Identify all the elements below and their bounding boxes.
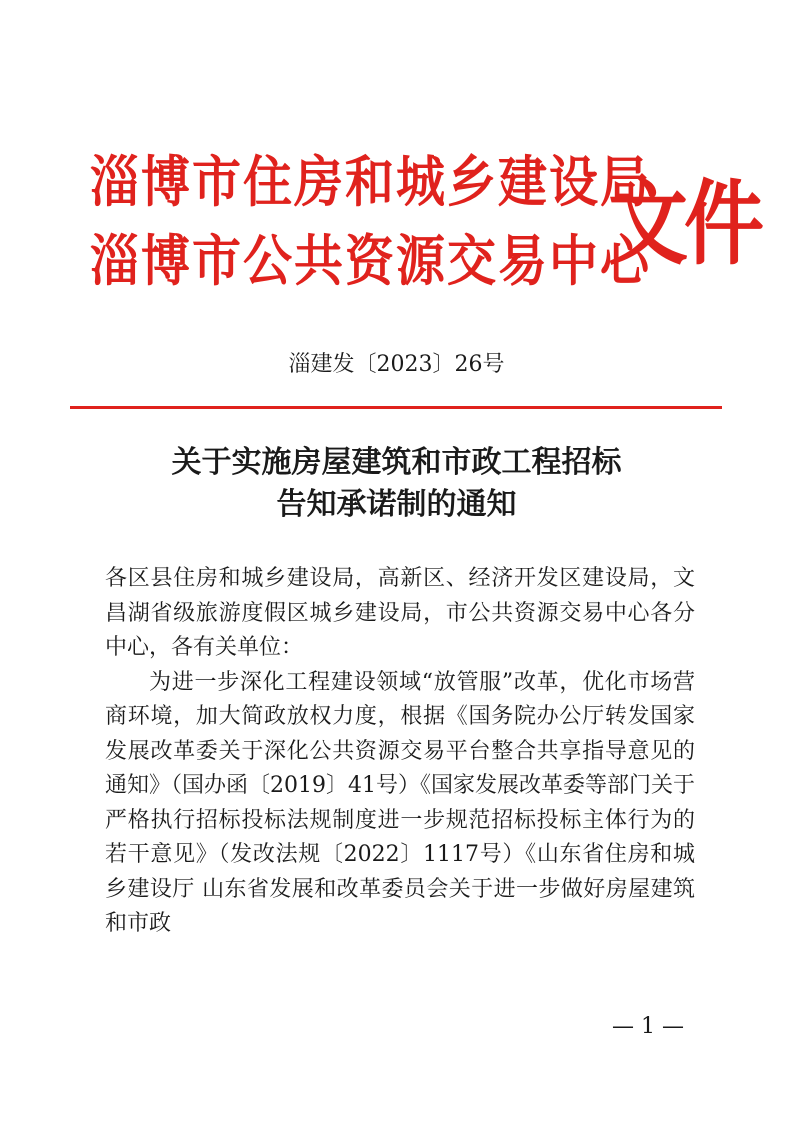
document-body	[105, 562, 695, 942]
document-label: 文件	[608, 169, 760, 278]
issuing-authorities	[90, 149, 652, 294]
page-number: — 1 —	[612, 1014, 684, 1039]
addressee-paragraph: 各区县住房和城乡建设局，高新区、经济开发区建设局，文昌湖省级旅游度假区城乡建设局，市公共资源交易中心各分中心，各有关单位：	[105, 566, 695, 660]
body-paragraph-1: 为进一步深化工程建设领域“放管服”改革，优化市场营商环境，加大简政放权力度，根据《国务院办公厅转发国家发展改革委关于深化公共资源交易平台整合共享指导意见的通知》（国办函〔2019〕41号）《国家发展改革委等部门关于严格执行招标投标法规制度进一步规范招标投标主体行为的若干意见》（发改法规〔2022〕1117号）《山东省住房和城乡建设厅 山东省发展和改革委员会关于进一步做好房屋建筑和市政	[105, 669, 695, 936]
issuer-housing-bureau: 淄博市住房和城乡建设局	[90, 149, 652, 215]
title-line-1: 关于实施房屋建筑和市政工程招标	[171, 445, 622, 480]
document-number: 淄建发〔2023〕26号	[288, 352, 505, 377]
issuer-trading-center: 淄博市公共资源交易中心	[90, 228, 652, 294]
red-separator-line	[70, 406, 722, 409]
document-title	[0, 442, 793, 526]
title-line-2: 告知承诺制的通知	[276, 487, 517, 522]
